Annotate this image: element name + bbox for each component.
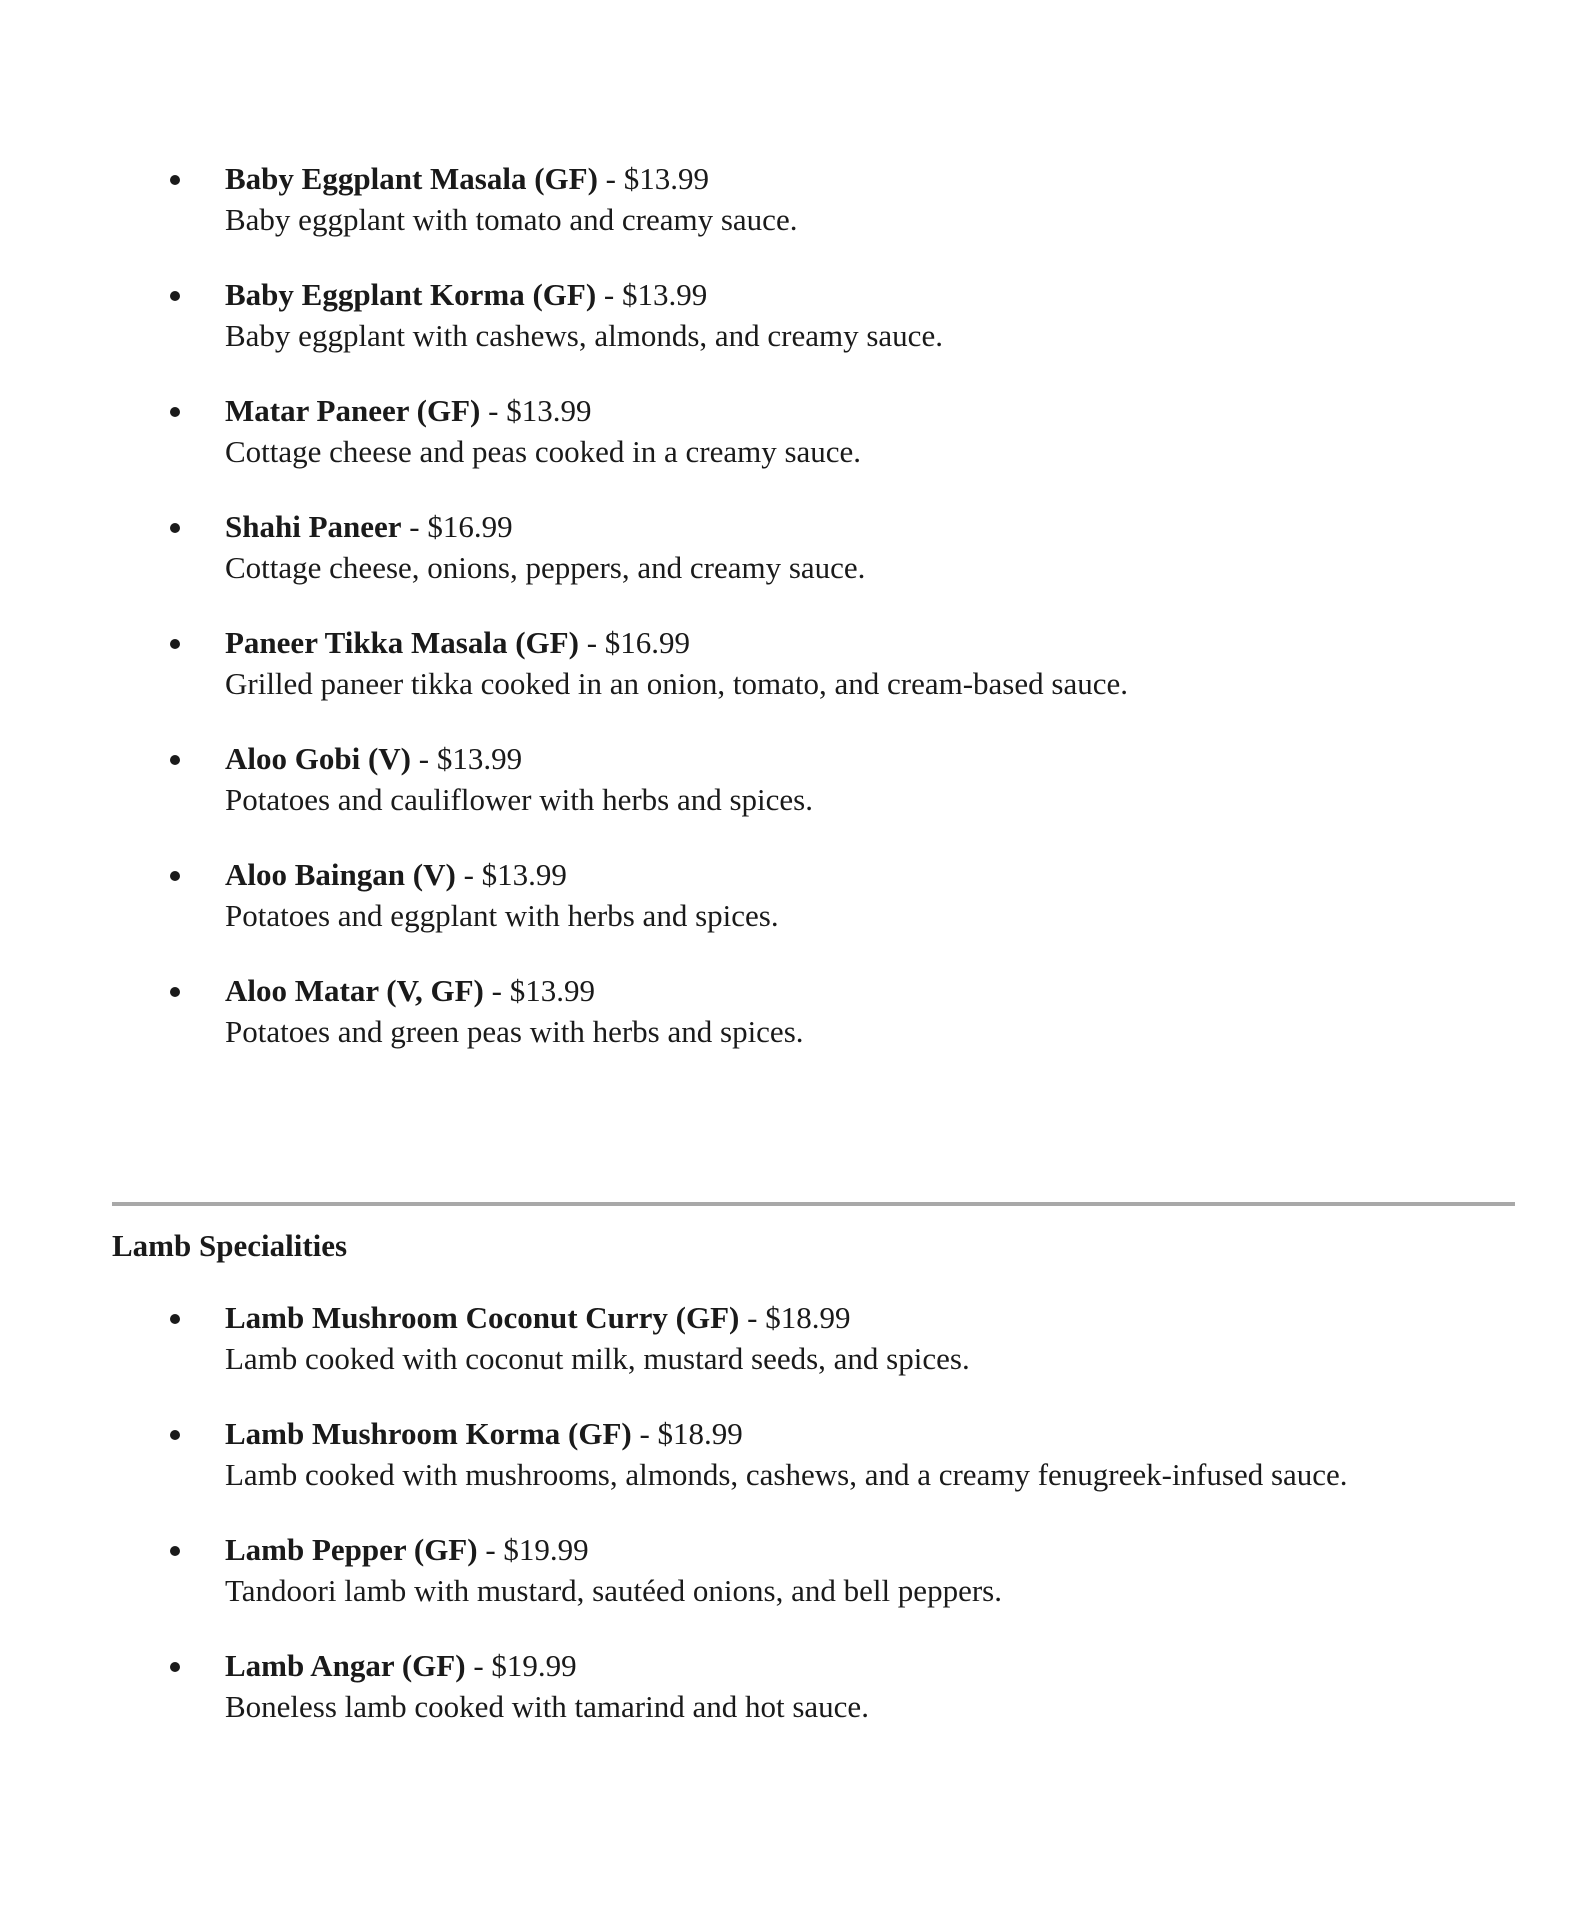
- bullet-icon: [170, 1546, 180, 1556]
- item-title-line: [225, 854, 1582, 895]
- item-price: $16.99: [604, 625, 691, 660]
- menu-item: [0, 738, 1582, 854]
- item-price: $13.99: [509, 973, 595, 1008]
- item-title-line: [225, 1297, 1582, 1338]
- item-price: $18.99: [765, 1300, 851, 1335]
- menu-item: [0, 1529, 1582, 1645]
- item-name: Baby Eggplant Masala (GF): [225, 161, 598, 196]
- menu-item: [0, 1645, 1582, 1761]
- item-description: Baby eggplant with cashews, almonds, and creamy sauce.: [225, 318, 943, 353]
- item-name: Paneer Tikka Masala (GF): [225, 625, 579, 660]
- section-divider: [112, 1202, 1515, 1206]
- item-title-line: [225, 622, 1582, 663]
- item-description: Potatoes and green peas with herbs and spices.: [225, 1014, 804, 1049]
- item-name: Matar Paneer (GF): [225, 393, 481, 428]
- item-description: Lamb cooked with mushrooms, almonds, cashews, and a creamy fenugreek-infused sauce.: [225, 1457, 1348, 1492]
- item-description: Lamb cooked with coconut milk, mustard seeds, and spices.: [225, 1341, 970, 1376]
- item-title-line: [225, 274, 1582, 315]
- bullet-icon: [170, 987, 180, 997]
- item-description: Cottage cheese, onions, peppers, and creamy sauce.: [225, 550, 866, 585]
- item-name: Lamb Angar (GF): [225, 1648, 466, 1683]
- bullet-icon: [170, 871, 180, 881]
- item-separator: -: [747, 1300, 758, 1335]
- item-separator: -: [488, 393, 499, 428]
- item-description: Potatoes and cauliflower with herbs and spices.: [225, 782, 813, 817]
- item-name: Lamb Mushroom Coconut Curry (GF): [225, 1300, 740, 1335]
- item-title-line: [225, 738, 1582, 779]
- item-description: Cottage cheese and peas cooked in a creamy sauce.: [225, 434, 862, 469]
- item-price: $13.99: [623, 161, 709, 196]
- item-title-line: [225, 1645, 1582, 1686]
- item-separator: -: [639, 1416, 650, 1451]
- item-title-line: [225, 158, 1582, 199]
- item-title-line: [225, 506, 1582, 547]
- section-heading-lamb: Lamb Specialities: [112, 1228, 348, 1263]
- bullet-icon: [170, 407, 180, 417]
- bullet-icon: [170, 175, 180, 185]
- bullet-icon: [170, 523, 180, 533]
- bullet-icon: [170, 1662, 180, 1672]
- item-name: Lamb Mushroom Korma (GF): [225, 1416, 632, 1451]
- item-price: $13.99: [436, 741, 523, 776]
- item-title-line: [225, 1413, 1582, 1454]
- item-name: Aloo Gobi (V): [225, 741, 411, 776]
- item-name: Baby Eggplant Korma (GF): [225, 277, 597, 312]
- bullet-icon: [170, 755, 180, 765]
- item-separator: -: [485, 1532, 496, 1567]
- item-separator: -: [586, 625, 598, 660]
- item-separator: -: [418, 741, 430, 776]
- item-title-line: [225, 970, 1582, 1011]
- item-title-line: [225, 1529, 1582, 1570]
- menu-item: [0, 506, 1582, 622]
- menu-item: [0, 274, 1582, 390]
- bullet-icon: [170, 1430, 180, 1440]
- bullet-icon: [170, 1314, 180, 1324]
- menu-item: [0, 970, 1582, 1086]
- item-separator: -: [491, 973, 502, 1008]
- menu-item: [0, 390, 1582, 506]
- item-description: Boneless lamb cooked with tamarind and hot sauce.: [225, 1689, 869, 1724]
- item-name: Shahi Paneer: [225, 509, 402, 544]
- bullet-icon: [170, 291, 180, 301]
- item-price: $13.99: [621, 277, 708, 312]
- menu-item: [0, 158, 1582, 274]
- menu-item: [0, 622, 1582, 738]
- bullet-icon: [170, 639, 180, 649]
- item-separator: -: [409, 509, 420, 544]
- item-name: Aloo Matar (V, GF): [225, 973, 484, 1008]
- item-name: Aloo Baingan (V): [225, 857, 456, 892]
- item-price: $19.99: [503, 1532, 589, 1567]
- lamb-items-list: [0, 1297, 1582, 1761]
- item-name: Lamb Pepper (GF): [225, 1532, 478, 1567]
- item-description: Baby eggplant with tomato and creamy sauce.: [225, 202, 798, 237]
- item-price: $16.99: [427, 509, 513, 544]
- menu-item: [0, 1297, 1582, 1413]
- item-title-line: [225, 390, 1582, 431]
- item-price: $19.99: [491, 1648, 577, 1683]
- vegetarian-items-list: [0, 158, 1582, 1086]
- menu-item: [0, 854, 1582, 970]
- menu-item: [0, 1413, 1582, 1529]
- item-price: $18.99: [657, 1416, 743, 1451]
- item-description: Grilled paneer tikka cooked in an onion, tomato, and cream-based sauce.: [225, 666, 1128, 701]
- item-separator: -: [473, 1648, 484, 1683]
- item-description: Tandoori lamb with mustard, sautéed onions, and bell peppers.: [225, 1573, 1002, 1608]
- item-separator: -: [605, 161, 616, 196]
- item-price: $13.99: [506, 393, 592, 428]
- item-separator: -: [603, 277, 615, 312]
- item-price: $13.99: [481, 857, 567, 892]
- item-separator: -: [463, 857, 474, 892]
- item-description: Potatoes and eggplant with herbs and spices.: [225, 898, 779, 933]
